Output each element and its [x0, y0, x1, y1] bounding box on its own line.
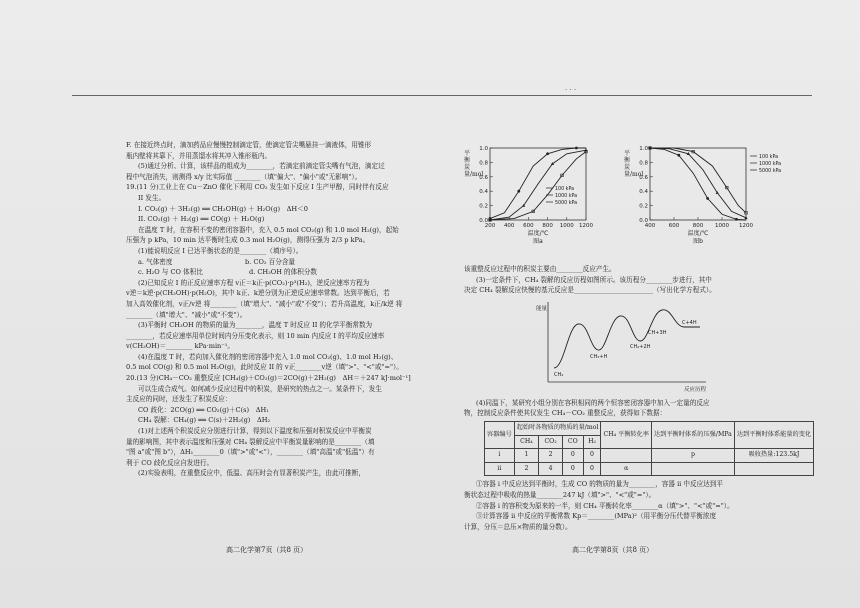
th-pressure: 达到平衡时体系的压强/MPa	[651, 421, 734, 448]
x-axis-label: 温度/℃	[527, 230, 549, 237]
text-line: I. CO₂(g) ＋ 3H₂(g) ══ CH₃OH(g) ＋ H₂O(g) ΔH＜0	[138, 204, 308, 213]
data-point	[575, 147, 578, 150]
text-line: (1)对上述两个积炭反应分别进行计算，得到以下温度和压强对积炭反应中平衡炭	[138, 427, 372, 436]
legend-label: 5000 kPa	[555, 201, 578, 206]
text-line: (5)通过分析、计算，该样品的组成为________，若滴定前滴定管尖嘴有气泡，滴定过	[138, 162, 385, 171]
series-line	[650, 148, 746, 220]
graph-a-ylabel: 平衡炭量/mol	[464, 150, 484, 178]
species-label: CH₄	[554, 371, 564, 378]
table-cell: 0	[563, 449, 584, 463]
energy-curve	[554, 310, 700, 368]
x-tick-label: 1200	[739, 223, 753, 229]
text-line: (2)已知反应 I 的正反应速率方程 v正＝k正·p(CO₂)·p³(H₂)，逆反应速率方程为	[138, 278, 370, 287]
text-line: 决定 CH₄ 裂解反应快慢的基元反应是________________________（写出化学方程式）。	[464, 286, 716, 295]
text-line: CO 歧化：2CO(g) ══ CO₂(g)＋C(s) ΔH₁	[138, 405, 269, 414]
text-line: ________，若反应速率用单位时间内分压变化表示，则 10 min 内反应 I 的平均反应速率	[126, 331, 385, 340]
data-point	[546, 152, 549, 155]
data-point	[735, 218, 738, 221]
species-label: CH₂+2H	[630, 343, 651, 350]
graph-b-ylabel: 平衡炭量/mol	[624, 150, 644, 178]
text-line: ________（填"增大"、"减小"或"不变"）。	[126, 310, 247, 319]
text-line: 可以生成合成气。如何减少反应过程中的积炭，是研究的热点之一。某条件下，发生	[138, 384, 382, 393]
table-row	[485, 462, 814, 476]
text-line: 在温度 T 时，在容积不变的密闭容器中，充入 0.5 mol CO₂(g) 和 1.0 mol H₂(g)，起始	[138, 225, 399, 234]
x-tick-label: 1000	[715, 223, 729, 229]
x-tick-label: 600	[668, 223, 680, 229]
y-tick-label: 0.6	[479, 174, 488, 181]
data-point	[677, 154, 680, 157]
th-vessel: 容器编号	[485, 421, 515, 448]
text-line: F. 在接近终点时，滴加药品应慢慢控制滴定管，使滴定管尖嘴悬挂一滴液体，用锥形	[126, 141, 372, 149]
y-tick-label: 0.0	[639, 218, 648, 224]
energy-ylabel: 能量	[536, 305, 548, 312]
text-line: CH₄ 裂解：CH₄(g) ══ C(s)＋2H₂(g) ΔH₂	[138, 416, 271, 425]
text-line: (3)平衡时 CH₃OH 的物质的量为________，温度 T 时反应 II 的化学平衡常数为	[138, 321, 373, 330]
data-point	[706, 197, 709, 200]
left-page-footer: 高二化学第7页（共8 页）	[226, 546, 308, 554]
right-page-footer: 高二化学第8页（共8 页）	[572, 546, 654, 554]
table-cell: 2	[539, 449, 563, 463]
table-cell	[651, 462, 734, 476]
text-line: "图 a"或"图 b"），ΔH₁________0（填">"或"<"），________（填"高温"或"低温"）有	[126, 448, 375, 457]
graph-a	[464, 140, 616, 262]
x-axis-label: 温度/℃	[687, 230, 709, 237]
th-energy: 达到平衡时体系能量的变化	[734, 421, 813, 448]
th-h2: H₂	[583, 435, 601, 449]
x-tick-label: 400	[644, 223, 656, 229]
text-line: 衡状态过程中吸收的热量________247 kJ（填">"、"<"或"="）。	[464, 490, 656, 499]
header-mark: · · ·	[565, 86, 577, 94]
text-line: (4)同温下，某研究小组分别在容积相同的两个恒容密闭容器中加入一定量的反应	[476, 398, 710, 407]
right-text-block-1	[464, 264, 774, 296]
table-cell: 1	[514, 449, 538, 463]
x-tick-label: 800	[542, 223, 553, 229]
table-cell: p	[651, 449, 734, 463]
species-label: CH+3H	[648, 329, 667, 336]
text-line: 物，控制反应条件使其仅发生 CH₄－CO₂ 重整反应，获得如下数据：	[464, 409, 667, 418]
y-tick-label: 0.0	[479, 218, 488, 224]
text-line: v逆＝k逆·p(CH₃OH)·p(H₂O)，其中 k正、k逆分别为正逆反应速率常数。达到平衡后，若	[126, 289, 390, 298]
graph-caption: 图a	[533, 238, 543, 245]
right-text-block-3	[464, 479, 774, 532]
table-cell: 0	[563, 462, 584, 476]
text-line: 0.5 mol CO(g) 和 0.5 mol H₂O(g)，此时反应 II 的 v正________v逆（填">"、"<"或"="）。	[126, 363, 403, 372]
text-line: 利于 CO 歧化反应自发进行。	[126, 458, 214, 467]
table-cell: 4	[539, 462, 563, 476]
text-line: 该重整反应过程中的积炭主要由________反应产生。	[464, 265, 616, 273]
data-point	[517, 190, 520, 193]
text-line: 量的影响图，其中表示温度和压强对 CH₄ 裂解反应中平衡炭量影响的是________（填	[126, 437, 375, 446]
series-line	[650, 148, 746, 213]
energy-diagram	[464, 296, 774, 398]
th-co2: CO₂	[539, 435, 563, 449]
plot-frame	[650, 148, 746, 220]
text-line: ②容器 i 的容积变为原来的一半，则 CH₄ 平衡转化率________α（填">"、"<"或"="）。	[476, 501, 734, 510]
table-cell: 2	[514, 462, 538, 476]
x-tick-label: 1200	[579, 223, 593, 229]
y-tick-label: 0.4	[479, 189, 488, 196]
x-tick-label: 200	[484, 223, 496, 229]
species-label: C+4H	[682, 319, 697, 326]
x-tick-label: 400	[503, 223, 515, 229]
species-label: CH₃+H	[590, 353, 608, 360]
y-tick-label: 1.0	[479, 146, 488, 152]
table-cell: α	[601, 462, 652, 476]
text-line: 加入高效催化剂，v正/v逆 将________（填"增大"、"减小"或"不变"）；若升高温度，k正/k逆 将	[126, 299, 403, 308]
header-rule	[72, 95, 812, 96]
th-initial-amount: 起始时各物质的物质的量/mol	[514, 421, 601, 435]
text-line: (4)在温度 T 时，若向加入催化剂的密闭容器中充入 1.0 mol CO₂(g)、1.0 mol H₂(g)、	[138, 352, 398, 361]
series-line	[490, 150, 586, 220]
table-row	[485, 449, 814, 463]
series-line	[650, 148, 746, 218]
table-cell: i	[485, 449, 515, 463]
data-table	[484, 421, 814, 476]
th-co: CO	[563, 435, 584, 449]
text-line: a. 气体密度 b. CO₂ 百分含量	[138, 257, 296, 266]
y-tick-label: 1.0	[639, 146, 648, 152]
th-conversion: CH₄ 平衡转化率	[601, 421, 652, 448]
left-column	[126, 140, 431, 479]
legend-label: 100 kPa	[759, 155, 779, 160]
y-tick-label: 0.6	[639, 174, 648, 181]
text-line: II. CO₂(g) ＋ H₂(g) ══ CO(g) ＋ H₂O(g)	[138, 215, 265, 224]
graph-b	[624, 140, 782, 262]
y-tick-label: 0.8	[639, 160, 648, 167]
text-line: ①容器 i 中反应达到平衡时，生成 CO 的物质的量为________，容器 ii 中反应达到平	[476, 480, 723, 489]
text-line: II 发生。	[138, 193, 166, 202]
legend-label: 100 kPa	[555, 187, 575, 192]
y-tick-label: 0.4	[639, 189, 648, 196]
table-cell: 0	[583, 449, 601, 463]
table-cell	[601, 449, 652, 463]
x-tick-label: 600	[523, 223, 534, 229]
text-line: (3)一定条件下，CH₄ 裂解的反应历程如图所示。该历程分________步进行，其中	[476, 275, 712, 284]
carbon-graphs	[464, 140, 782, 262]
table-cell: 吸收热量:123.5kJ	[734, 449, 813, 463]
right-column	[464, 140, 812, 532]
x-tick-label: 1000	[559, 223, 574, 229]
text-line: (2)实验表明，在重整反应中，低温、高压时会有显著积炭产生，由此可推断，	[138, 469, 365, 478]
graph-b-plot	[624, 140, 782, 262]
legend-label: 1000 kPa	[759, 162, 782, 167]
y-tick-label: 0.2	[479, 203, 488, 210]
y-tick-label: 0.2	[639, 203, 648, 210]
text-line: (1)能说明反应 I 已达平衡状态的是________（填序号）。	[138, 246, 303, 255]
text-line: 19.(11 分)工业上在 Cu－ZnO 催化下利用 CO₂ 发生如下反应 I 生产甲醇，同时伴有反应	[126, 183, 389, 192]
energy-profile-plot	[534, 296, 714, 396]
legend-label: 5000 kPa	[759, 169, 782, 174]
right-text-block-2	[464, 398, 774, 419]
legend-label: 1000 kPa	[555, 194, 578, 199]
energy-xlabel: 反应历程	[684, 386, 707, 393]
text-line: 压强为 p kPa，10 min 达平衡时生成 0.3 mol H₂O(g)，测得压强为 2/3 p kPa。	[126, 236, 370, 245]
text-line: 瓶内壁将其靠下，并用蒸馏水将其冲入锥形瓶内。	[126, 151, 272, 160]
text-line: 计算，分压＝总压×物质的量分数）。	[464, 522, 572, 531]
graph-a-plot	[464, 140, 616, 262]
text-line: c. H₂O 与 CO 体积比 d. CH₃OH 的体积分数	[138, 268, 318, 277]
table-cell: 0	[583, 462, 601, 476]
table-cell: ii	[485, 462, 515, 476]
y-tick-label: 0.8	[479, 160, 488, 167]
table-cell	[734, 462, 813, 476]
text-line: ③计算容器 ii 中反应的平衡常数 Kp＝________(MPa)²（用平衡分压代替平衡浓度	[476, 512, 717, 521]
th-ch4: CH₄	[514, 435, 538, 449]
text-line: v(CH₃OH)＝________ kPa·min⁻¹。	[126, 342, 235, 351]
text-line: 20.(13 分)CH₄－CO₂ 重整反应 [CH₄(g)＋CO₂(g)＝2CO(g)＋2H₂(g) ΔH＝＋247 kJ·mol⁻¹]	[126, 374, 411, 383]
text-line: 程中气泡消失，则测得 x/y 比实际值 ________（填"偏大"、"偏小"或"无影响"）。	[126, 172, 362, 181]
graph-caption: 图b	[693, 238, 703, 245]
x-tick-label: 800	[692, 223, 704, 229]
text-line: 主反应的同时，还发生了积炭反应：	[126, 395, 232, 404]
